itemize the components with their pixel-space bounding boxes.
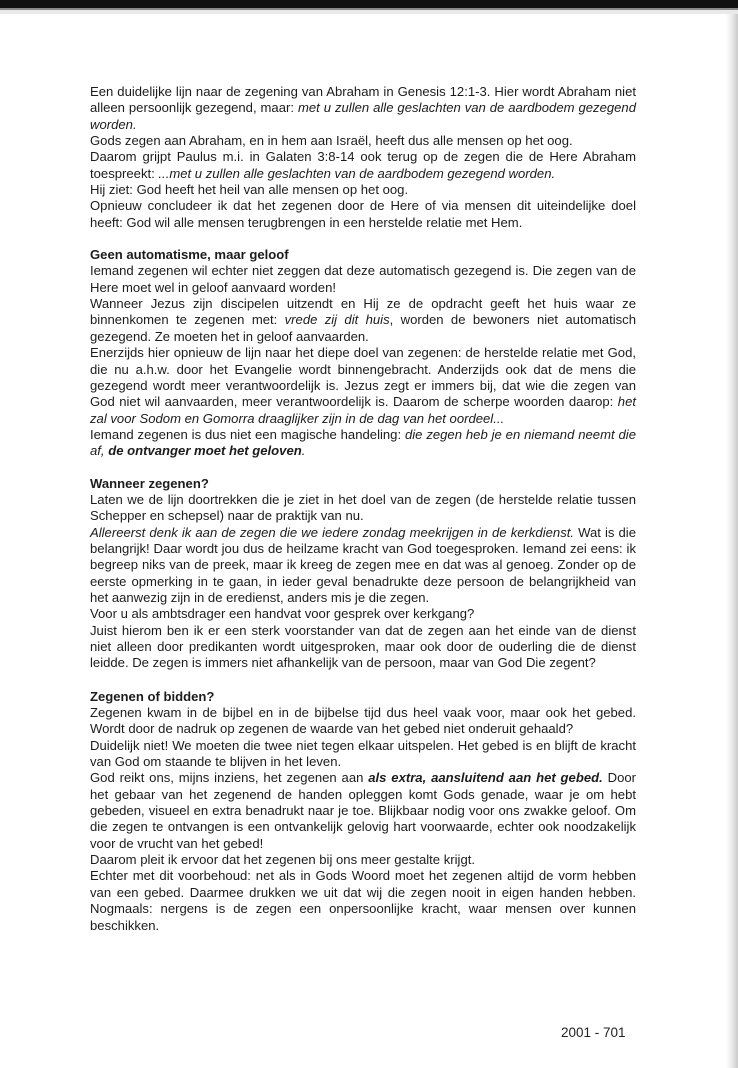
paragraph bbox=[90, 296, 636, 345]
text-run: Echter met dit voorbehoud: net als in Gods Woord moet het zegenen altijd de vorm hebben van een gebed. Daarmee drukken we uit dat wij die zegen nooit in eigen handen hebben. Nogmaals: nergens is de zegen een onpersoonlijke kracht, waar mensen over kunnen beschikken. bbox=[90, 868, 636, 933]
text-run: Wat is die belangrijk! Daar wordt jou dus de heilzame kracht van God toegesproken. Iemand zei eens: ik begreep niks van de preek, maar ik kreeg de zegen mee en dat was al genoeg. Zonder op de eerste opmerking in te gaan, in ieder geval benadrukte deze persoon de belangrijkheid van het aanwezig zijn in de eredienst, anders mis je die zegen. bbox=[90, 524, 636, 605]
paragraph bbox=[90, 705, 636, 738]
italic-text: Allereerst denk ik aan de zegen die we iedere zondag meekrijgen in de kerkdienst. bbox=[90, 524, 575, 540]
paragraph bbox=[90, 84, 636, 133]
paragraph bbox=[90, 525, 636, 607]
paragraph bbox=[90, 623, 636, 672]
italic-text: . bbox=[301, 443, 306, 459]
text-run: Hij ziet: God heeft het heil van alle mensen op het oog. bbox=[90, 182, 409, 198]
paragraph bbox=[90, 198, 636, 231]
paragraph bbox=[90, 149, 636, 182]
page-number: 2001 - 701 bbox=[561, 1025, 626, 1040]
paragraph bbox=[90, 182, 636, 198]
section-heading-geloof: Geen automatisme, maar geloof bbox=[90, 247, 289, 263]
italic-text: vrede zij dit huis bbox=[284, 312, 390, 328]
italic-text: met u zullen alle geslachten van de aardbodem gezegend worden. bbox=[90, 100, 636, 132]
text-run: God reikt ons, mijns inziens, het zegenen aan bbox=[90, 770, 369, 786]
section-spacer bbox=[90, 460, 636, 476]
section-spacer bbox=[90, 672, 636, 689]
text-run: Door het gebaar van het zegenend de handen opleggen komt Gods genade, waar je om hebt gebeden, visueel en extra benadrukt naar je toe. Blijkbaar nodig voor ons zwakke geloof. Om die zegen te ontvangen is een ontvankelijk gelovig hart voorwaarde, echter ook noodzakelijk voor de vrucht van het gebed! bbox=[90, 770, 636, 851]
text-run: Daarom grijpt Paulus m.i. in Galaten 3:8-14 ook terug op de zegen die de Here Abraham toespreekt: bbox=[90, 149, 636, 181]
text-run: Daarom pleit ik ervoor dat het zegenen bij ons meer gestalte krijgt. bbox=[90, 852, 476, 868]
section-heading-wanneer: Wanneer zegenen? bbox=[90, 475, 209, 491]
paragraph bbox=[90, 606, 636, 622]
paragraph bbox=[90, 492, 636, 525]
italic-text: ...met u zullen alle geslachten van de aardbodem gezegend worden. bbox=[158, 165, 556, 181]
text-run: Voor u als ambtsdrager een handvat voor gesprek over kerkgang? bbox=[90, 606, 475, 622]
section-wanneer-body bbox=[90, 492, 636, 672]
text-run: Iemand zegenen is dus niet een magische handeling: bbox=[90, 426, 405, 442]
section-bidden-body bbox=[90, 705, 636, 934]
text-run: , worden de bewoners niet automatisch gezegend. Ze moeten het in geloof aanvaarden. bbox=[90, 312, 636, 344]
italic-text: het zal voor Sodom en Gomorra draaglijker zijn in de dag van het oordeel... bbox=[90, 394, 636, 426]
scan-top-border bbox=[0, 0, 738, 14]
intro-section bbox=[90, 84, 636, 231]
article-body bbox=[90, 84, 636, 934]
bold-italic-text: de ontvanger moet het geloven bbox=[108, 443, 302, 459]
text-run: Laten we de lijn doortrekken die je ziet in het doel van de zegen (de herstelde relatie tussen Schepper en schepsel) naar de praktijk van nu. bbox=[90, 491, 636, 524]
text-run: Wanneer Jezus zijn discipelen uitzendt en Hij ze de opdracht geeft het huis waar ze binnenkomen te zegenen met: bbox=[90, 296, 636, 328]
text-run: Juist hierom ben ik er een sterk voorstander van dat de zegen aan het einde van de dienst niet alleen door predikanten wordt uitgesproken, maar ook door de ouderling die de dienst leidde. De zegen is immers niet afhankelijk van de persoon, maar van God Die zegent? bbox=[90, 622, 636, 671]
paragraph bbox=[90, 868, 636, 933]
section-geloof-body bbox=[90, 263, 636, 459]
section-heading-bidden: Zegenen of bidden? bbox=[90, 688, 215, 704]
text-run: Een duidelijke lijn naar de zegening van Abraham in Genesis 12:1-3. Hier wordt Abraham niet alleen persoonlijk gezegend, maar: bbox=[90, 84, 636, 116]
paragraph bbox=[90, 738, 636, 771]
scan-page-edge bbox=[726, 14, 738, 1068]
paragraph bbox=[90, 427, 636, 460]
italic-text: die zegen heb je en niemand neemt die af, bbox=[90, 426, 636, 459]
text-run: Iemand zegenen wil echter niet zeggen dat deze automatisch gezegend is. Die zegen van de Here moet wel in geloof aanvaard worden! bbox=[90, 263, 636, 295]
text-run: Duidelijk niet! We moeten die twee niet tegen elkaar uitspelen. Het gebed is en blijft de kracht van God om staande te blijven in het leven. bbox=[90, 737, 636, 770]
paragraph bbox=[90, 852, 636, 868]
paragraph bbox=[90, 345, 636, 427]
bold-italic-text: als extra, aansluitend aan het gebed. bbox=[368, 770, 603, 786]
text-run: Zegenen kwam in de bijbel en in de bijbelse tijd dus heel vaak voor, maar ook het gebed. Wordt door de nadruk op zegenen de waarde van het gebed niet onderuit gehaald? bbox=[90, 705, 636, 737]
paragraph bbox=[90, 263, 636, 296]
text-run: Enerzijds hier opnieuw de lijn naar het diepe doel van zegenen: de herstelde relatie met God, die nu a.h.w. door het Evangelie wordt binnengebracht. Anderzijds ook dat de mens die gezegend wordt meer verantwoordelijk is. Jezus zegt er immers bij, dat wie die zegen van God niet wil aanvaarden, meer verantwoordelijk is. Daarom de scherpe woorden daarop: bbox=[90, 345, 636, 410]
text-run: Gods zegen aan Abraham, en in hem aan Israël, heeft dus alle mensen op het oog. bbox=[90, 133, 573, 149]
text-run: Opnieuw concludeer ik dat het zegenen door de Here of via mensen dit uiteindelijke doel heeft: God wil alle mensen terugbrengen in een herstelde relatie met Hem. bbox=[90, 198, 636, 230]
paragraph bbox=[90, 770, 636, 852]
paragraph bbox=[90, 133, 636, 149]
section-spacer bbox=[90, 231, 636, 247]
